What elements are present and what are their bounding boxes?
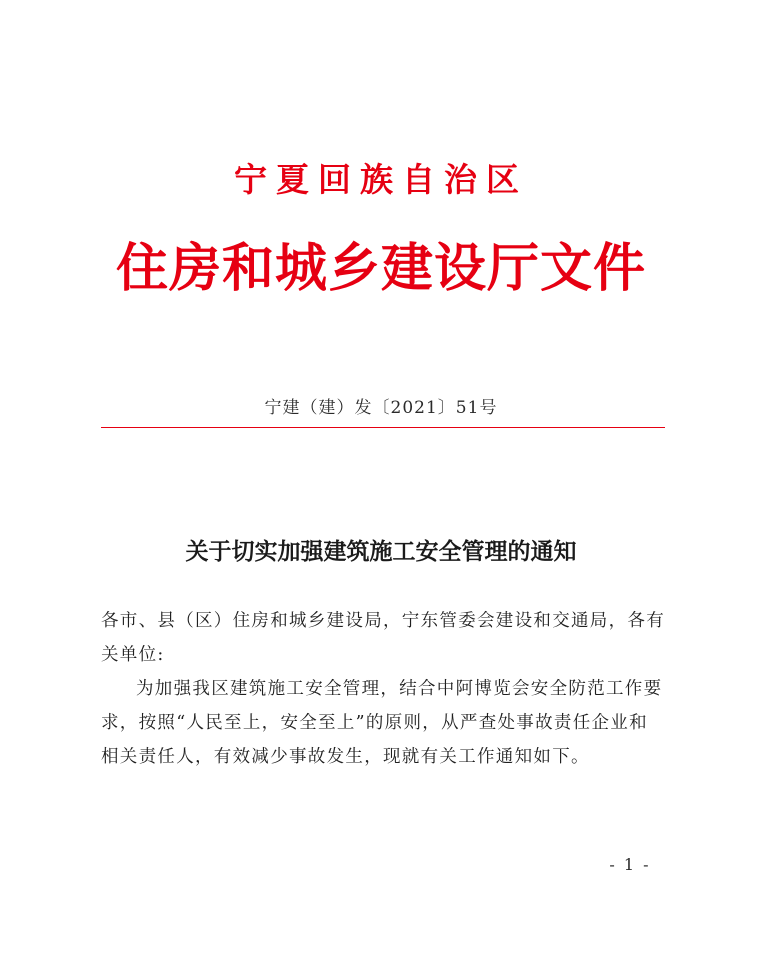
body-paragraph: 为加强我区建筑施工安全管理，结合中阿博览会安全防范工作要求，按照“人民至上，安全至上”的原则，从严查处事故责任企业和相关责任人，有效减少事故发生，现就有关工作通知如下。	[101, 679, 663, 767]
document-title: 关于切实加强建筑施工安全管理的通知	[185, 538, 577, 565]
salutation-paragraph: 各市、县（区）住房和城乡建设局，宁东管委会建设和交通局，各有关单位:	[101, 611, 665, 665]
issuer-department-heading: 住房和城乡建设厅文件	[115, 238, 646, 299]
page-number: - 1 -	[609, 855, 651, 874]
document-number: 宁建（建）发〔2021〕51号	[264, 398, 498, 418]
issuer-region-heading: 宁夏回族自治区	[234, 160, 528, 199]
red-divider-line	[101, 427, 665, 428]
document-body	[101, 604, 665, 774]
